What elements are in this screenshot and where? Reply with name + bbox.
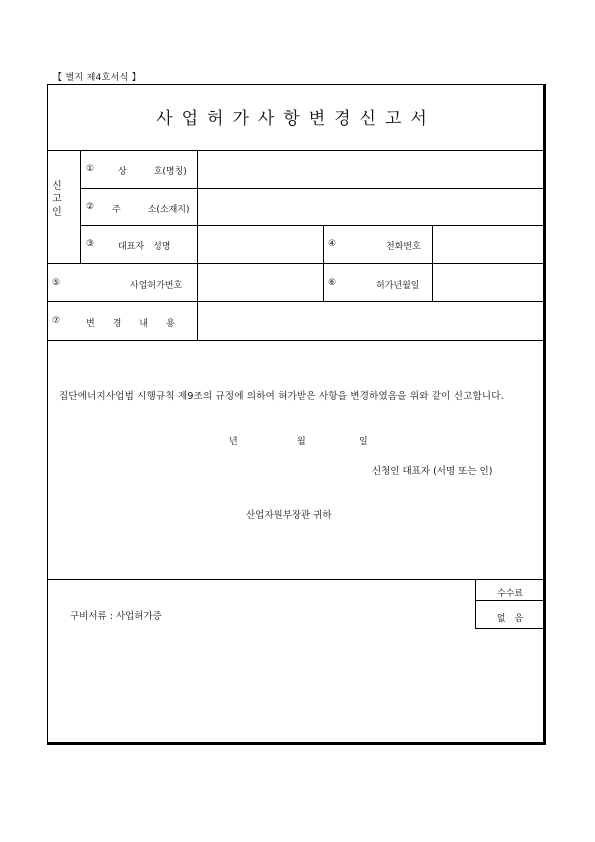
divider — [475, 600, 544, 601]
declaration-text: 집단에너지사업법 시행규칙 제9조의 규정에 의하여 허가받은 사항을 변경하였음을 위와 같이 신고합니다. — [59, 391, 504, 402]
date-year-label: 년 — [229, 437, 238, 447]
date-day-label: 일 — [359, 437, 368, 447]
address-field[interactable] — [200, 194, 544, 220]
trade-name-number: ① — [86, 164, 95, 174]
divider — [48, 340, 544, 341]
date-month-label: 월 — [297, 437, 306, 447]
change-content-field[interactable] — [200, 309, 544, 335]
fee-value: 없 음 — [496, 614, 524, 624]
divider — [323, 225, 324, 301]
form-title: 사업허가사항변경신고서 — [156, 109, 436, 129]
required-documents: 구비서류 : 사업허가증 — [70, 611, 162, 622]
addressee: 산업자원부장관 귀하 — [246, 510, 332, 521]
address-label: 주 소(소재지) — [112, 205, 190, 215]
trade-name-label: 상 호(명칭) — [118, 167, 187, 177]
address-number: ② — [86, 202, 95, 212]
phone-number: ④ — [328, 239, 337, 249]
license-number-field[interactable] — [200, 270, 322, 296]
phone-field[interactable] — [436, 232, 544, 258]
divider — [432, 225, 433, 301]
signature-line: 신청인 대표자 (서명 또는 인) — [372, 466, 493, 477]
change-content-label: 변 경 내 용 — [86, 319, 175, 329]
license-number-label: 사업허가번호 — [130, 281, 183, 291]
license-number-number: ⑤ — [52, 278, 61, 288]
phone-label: 전화번호 — [386, 242, 421, 252]
divider — [475, 628, 544, 629]
representative-field[interactable] — [200, 232, 322, 258]
change-content-number: ⑦ — [52, 316, 61, 326]
divider — [48, 150, 544, 151]
form-frame — [47, 84, 546, 745]
divider — [197, 150, 198, 340]
divider — [48, 301, 544, 302]
representative-number: ③ — [86, 239, 95, 249]
divider — [48, 579, 544, 580]
representative-label: 대표자 성명 — [118, 242, 171, 252]
fee-header: 수수료 — [496, 589, 524, 599]
applicant-group-label: 신 고 인 — [52, 181, 62, 218]
divider — [80, 188, 544, 189]
form-number-label: 【 별지 제4호서식 】 — [53, 73, 142, 83]
license-date-label: 허가년월일 — [376, 281, 420, 291]
divider — [80, 225, 544, 226]
license-date-number: ⑥ — [328, 278, 337, 288]
divider — [48, 263, 544, 264]
divider — [80, 150, 81, 263]
trade-name-field[interactable] — [200, 157, 544, 183]
license-date-field[interactable] — [436, 270, 544, 296]
